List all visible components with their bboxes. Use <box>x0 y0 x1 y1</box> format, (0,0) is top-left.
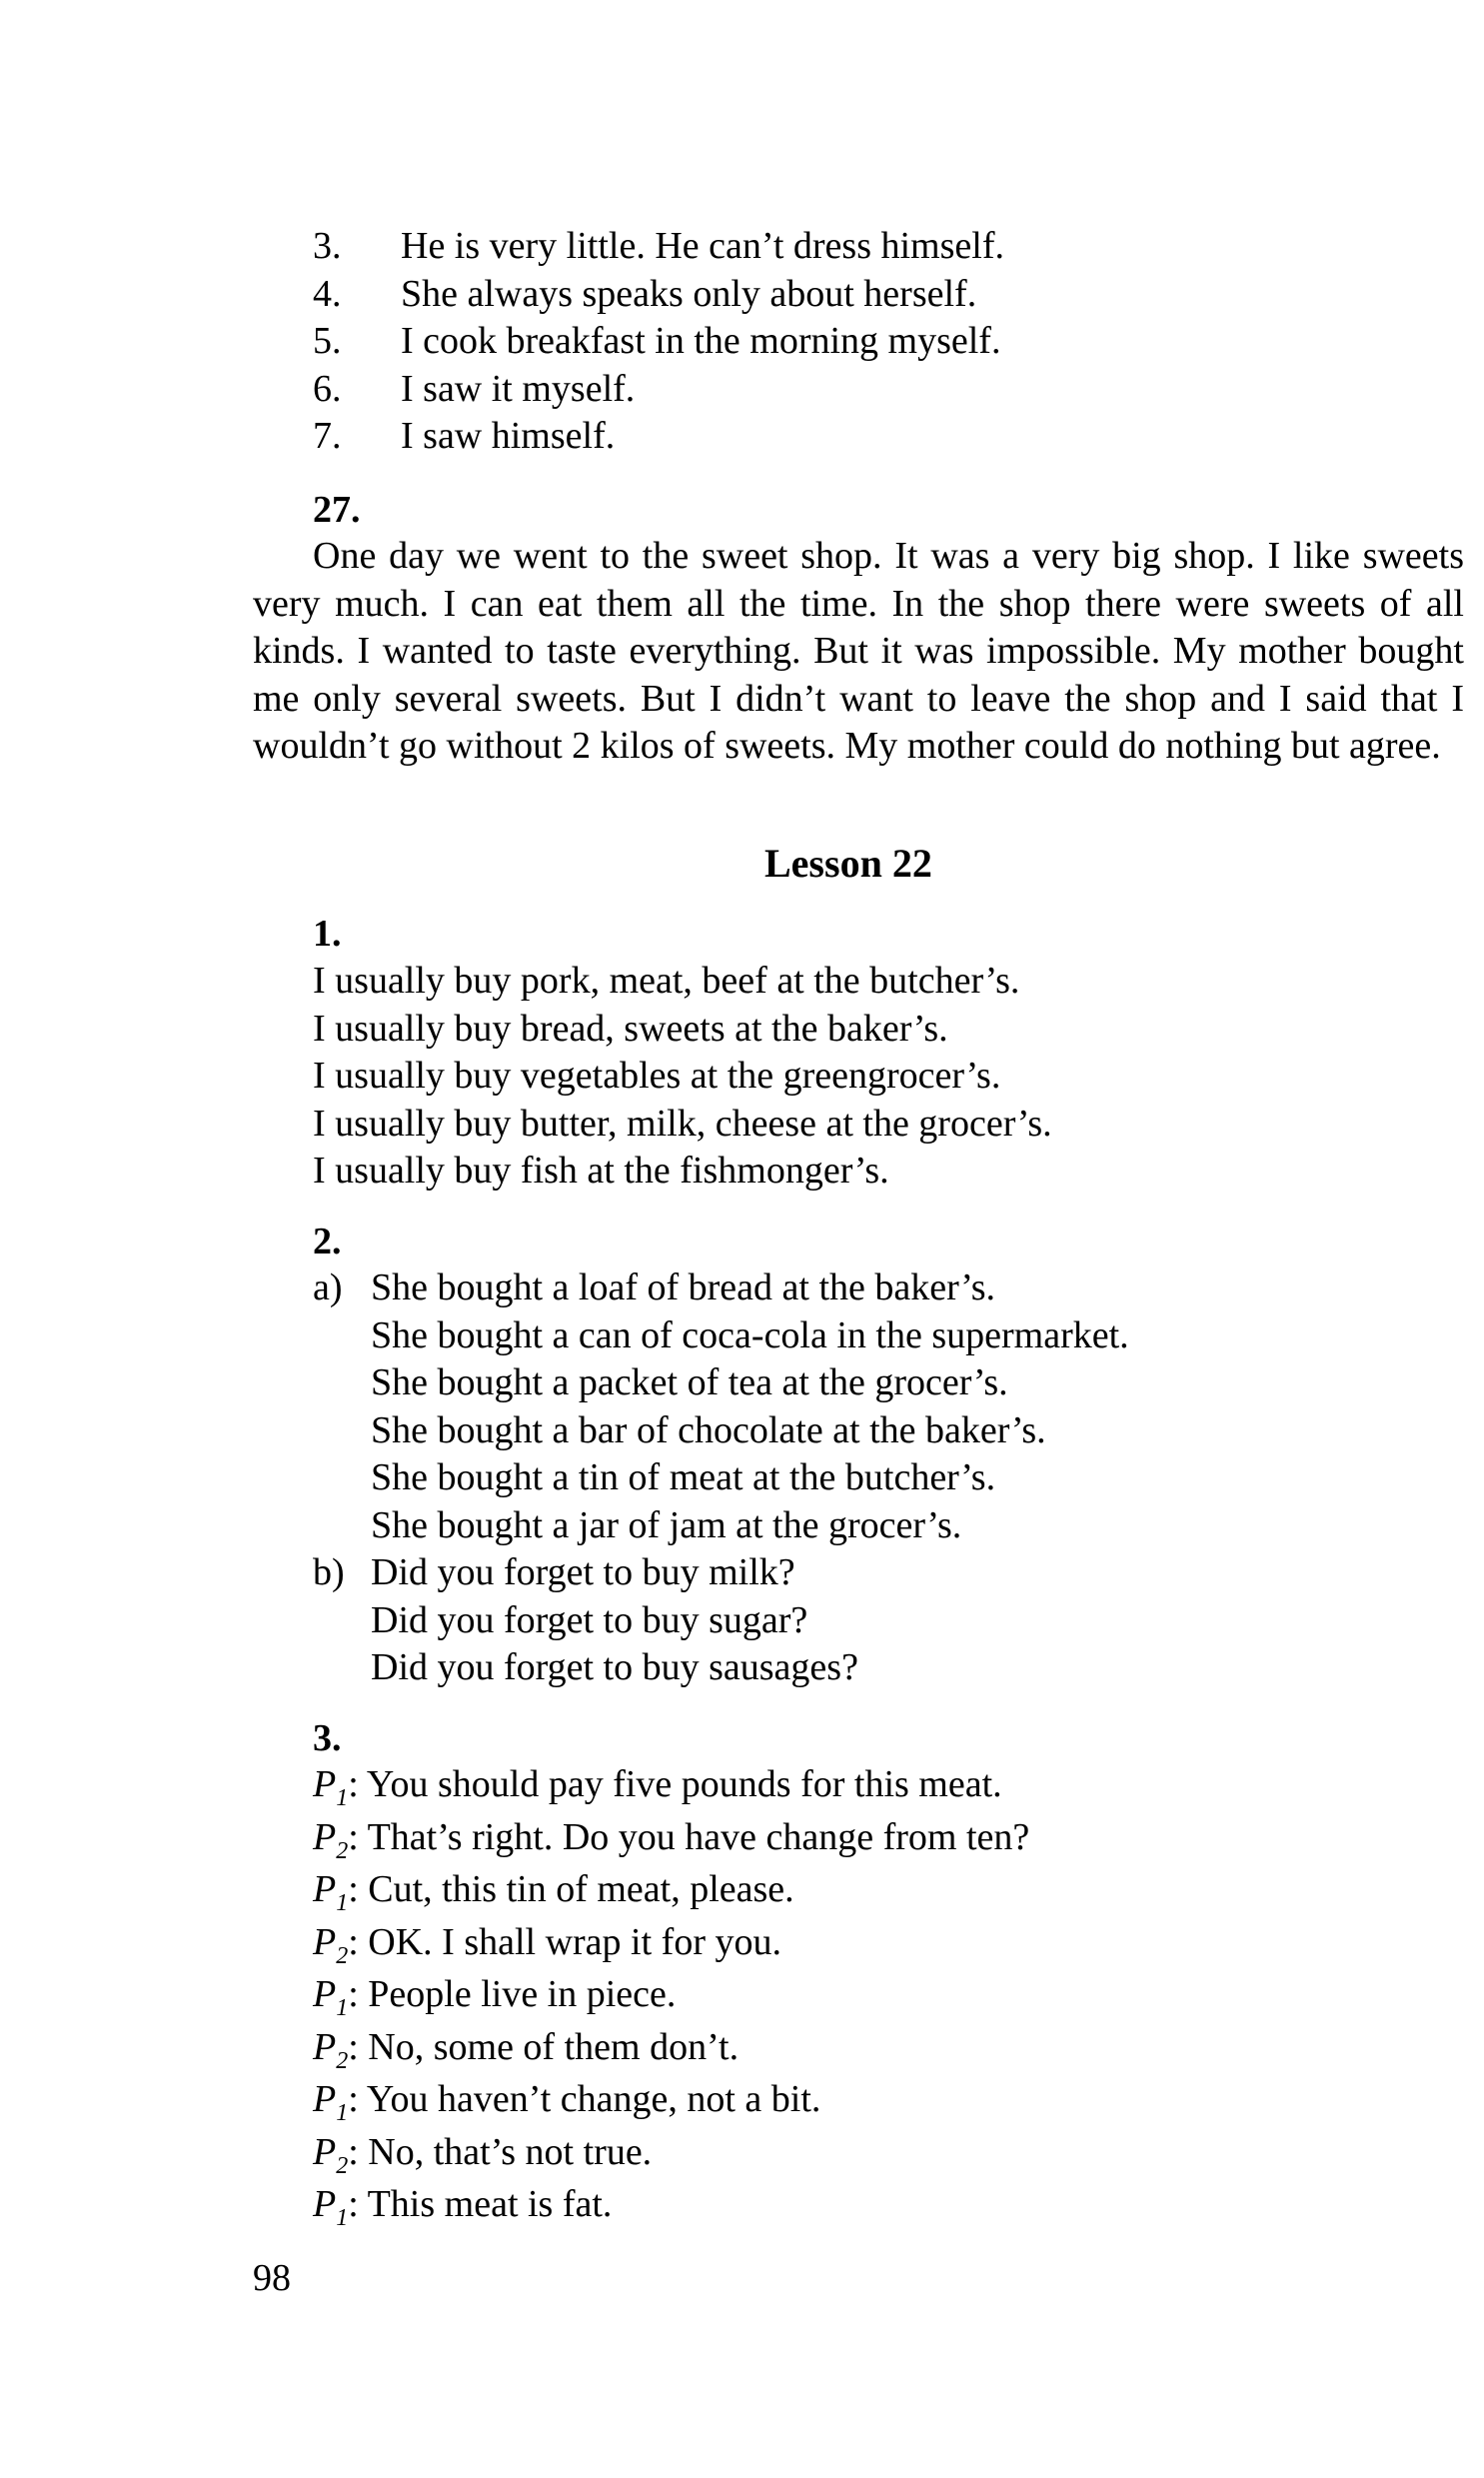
answer-line: I usually buy vegetables at the greengrocer’s. <box>313 1055 1001 1097</box>
answer-line: I usually buy fish at the fishmonger’s. <box>313 1150 889 1192</box>
numbered-list-top <box>313 223 1004 461</box>
speaker-subscript: 2 <box>336 1942 349 1969</box>
dialogue-line: $P_2$: That’s right. Do you have change from ten? <box>313 1815 1030 1864</box>
exercise-1-number: 1. <box>313 913 342 955</box>
answer-line: I usually buy butter, milk, cheese at the grocer’s. <box>313 1102 1052 1145</box>
answer-line: Did you forget to buy sugar? <box>371 1598 808 1641</box>
item-text: I cook breakfast in the morning myself. <box>401 320 1001 362</box>
answer-line: She bought a packet of tea at the grocer’s. <box>371 1361 1008 1403</box>
item-number: 5. <box>313 320 342 362</box>
item-number: 4. <box>313 272 342 315</box>
page-number: 98 <box>253 2257 291 2299</box>
exercise-27-paragraph: One day we went to the sweet shop. It was a very big shop. I like sweets very much. I can eat them all the time. In the shop there were sweets of all kinds. I wanted to taste everything. But it was impossible. My mother bought me only several sweets. But I didn’t want to leave the shop and I said that I wouldn’t go without 2 kilos of sweets. My mother could do nothing but agree. <box>253 535 1464 767</box>
exercise-27-number: 27. <box>313 489 361 531</box>
speaker-subscript: 1 <box>336 1890 349 1916</box>
list-item <box>313 413 1004 461</box>
speaker-subscript: 2 <box>336 2047 349 2074</box>
speaker-subscript: 1 <box>336 2205 349 2231</box>
speaker-letter: P <box>313 2025 337 2068</box>
answer-line: Did you forget to buy sausages? <box>371 1646 858 1688</box>
speaker-subscript: 1 <box>336 2100 349 2126</box>
dialogue-line: $P_1$: This meat is fat. <box>313 2183 613 2231</box>
dialogue-line: $P_2$: No, that’s not true. <box>313 2130 653 2179</box>
dialogue-line: $P_2$: OK. I shall wrap it for you. <box>313 1920 781 1969</box>
speaker-letter: P <box>313 1973 337 2015</box>
dialogue-line: $P_2$: No, some of them don’t. <box>313 2025 740 2074</box>
exercise-3-number: 3. <box>313 1717 342 1759</box>
answer-line: She bought a jar of jam at the grocer’s. <box>371 1503 962 1546</box>
item-number: 6. <box>313 367 342 410</box>
dialogue-line: $P_1$: You haven’t change, not a bit. <box>313 2078 821 2126</box>
item-text: I saw it myself. <box>401 367 636 410</box>
answer-line: a) She bought a loaf of bread at the baker’s. <box>313 1264 1129 1312</box>
speaker-letter: P <box>313 1868 337 1910</box>
speaker-subscript: 2 <box>336 1837 349 1864</box>
exercise-1-lines <box>313 958 1052 1196</box>
exercise-2-number: 2. <box>313 1221 342 1262</box>
answer-line: She bought a bar of chocolate at the baker’s. <box>371 1408 1046 1451</box>
answer-line: She bought a tin of meat at the butcher’s. <box>371 1456 996 1498</box>
answer-line: b) Did you forget to buy milk? <box>313 1549 858 1597</box>
item-text: He is very little. He can’t dress himself. <box>401 225 1004 267</box>
item-number: 7. <box>313 415 342 457</box>
speaker-subscript: 2 <box>336 2152 349 2179</box>
speaker-letter: P <box>313 2183 337 2225</box>
dialogue-line: $P_1$: You should pay five pounds for this meat. <box>313 1763 1002 1811</box>
part-marker: a) <box>313 1266 343 1308</box>
answer-line: I usually buy bread, sweets at the baker’s. <box>313 1007 948 1050</box>
exercise-2-part-b <box>313 1549 858 1692</box>
answer-line: She bought a can of coca-cola in the supermarket. <box>371 1313 1129 1356</box>
speaker-letter: P <box>313 1815 337 1858</box>
item-text: She always speaks only about herself. <box>401 272 977 315</box>
item-text: I saw himself. <box>401 415 616 457</box>
exercise-3-dialogue <box>313 1761 1029 2234</box>
speaker-letter: P <box>313 2078 337 2120</box>
speaker-letter: P <box>313 2130 337 2173</box>
answer-line: I usually buy pork, meat, beef at the butcher’s. <box>313 960 1020 1002</box>
dialogue-line: $P_1$: People live in piece. <box>313 1973 677 2021</box>
exercise-2-part-a <box>313 1264 1129 1549</box>
speaker-letter: P <box>313 1920 337 1963</box>
part-marker: b) <box>313 1551 345 1593</box>
lesson-word: Lesson <box>764 841 882 886</box>
item-number: 3. <box>313 225 342 267</box>
lesson-number: 22 <box>891 841 932 886</box>
list-item <box>313 366 1004 414</box>
list-item <box>313 223 1004 271</box>
speaker-letter: P <box>313 1763 337 1805</box>
lesson-heading <box>764 840 932 888</box>
speaker-subscript: 1 <box>336 1995 349 2021</box>
dialogue-line: $P_1$: Cut, this tin of meat, please. <box>313 1868 794 1916</box>
list-item <box>313 271 1004 319</box>
list-item <box>313 318 1004 366</box>
speaker-subscript: 1 <box>336 1785 349 1811</box>
